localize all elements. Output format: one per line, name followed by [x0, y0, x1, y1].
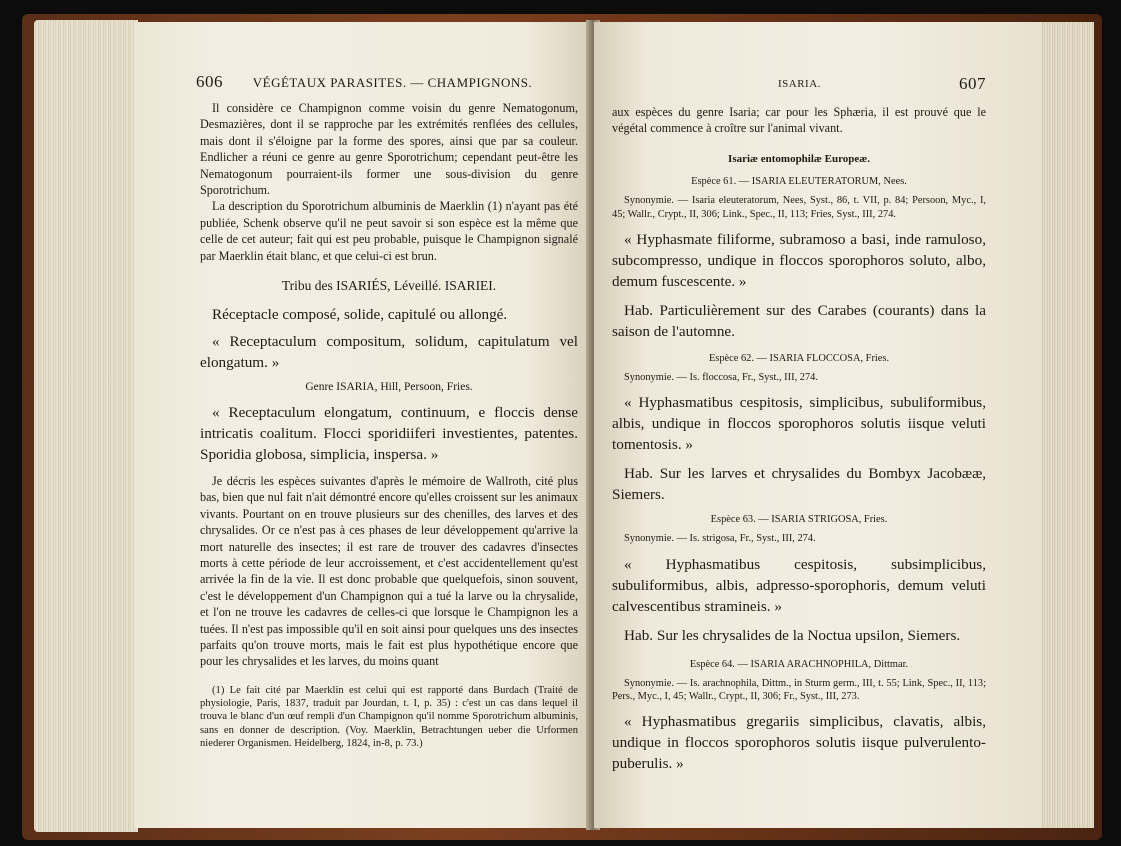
sp62-heading: Espèce 62. — ISARIA FLOCCOSA, Fries.: [708, 352, 890, 364]
sp64-synonymy: Synonymie. — Is. arachnophila, Dittm., in Sturm germ., III, t. 55; Link, Spec., II, 113; Pers., Myc., I, 45; Wallr., Crypt., II, 306; Fr., Syst., III, 273.: [612, 677, 986, 703]
page-edges-left: [34, 20, 138, 832]
genus-desc-la: « Receptaculum elongatum, continuum, e floccis dense intricatis coalitum. Flocci sporidiiferi investientes, patentes. Sporidia globosa, simplicia, inspersa. »: [200, 403, 578, 463]
left-page: [134, 22, 592, 828]
right-para-1: aux espèces du genre Isaria; car pour les Sphæria, il est prouvé que le végétal commence à croître sur l'animal vivant.: [612, 105, 986, 136]
right-page-number: 607: [959, 74, 986, 93]
sp63-habitat: Hab. Sur les chrysalides de la Noctua upsilon, Siemers.: [624, 626, 961, 644]
left-footnote: [200, 684, 578, 750]
sp63-heading: Espèce 63. — ISARIA STRIGOSA, Fries.: [710, 514, 888, 526]
sp61-description: « Hyphasmate filiforme, subramoso a basi, inde ramuloso, subcompresso, undique in floccos sporophoros soluto, albo, demum fuscescente. »: [612, 230, 986, 290]
sp64-heading: Espèce 64. — ISARIA ARACHNOPHILA, Dittmar.: [689, 658, 909, 670]
sp62-description: « Hyphasmatibus cespitosis, simplicibus, subuliformibus, albis, undique in floccos sporophoros solutis iisque veluti tomentosis. »: [612, 394, 986, 454]
sp64-description: « Hyphasmatibus gregariis simplicibus, clavatis, albis, undique in floccos sporophoros solutis iisque pulverulento-puberulis. »: [612, 713, 986, 773]
right-text-block: [612, 104, 986, 774]
page-edges-right: [1038, 22, 1094, 828]
sp61-heading: Espèce 61. — ISARIA ELEUTERATORUM, Nees.: [691, 176, 907, 188]
sp63-synonymy: Synonymie. — Is. strigosa, Fr., Syst., III, 274.: [624, 533, 816, 545]
sp62-habitat: Hab. Sur les larves et chrysalides du Bombyx Jacobææ, Siemers.: [612, 465, 986, 504]
genus-heading: Genre ISARIA, Hill, Persoon, Fries.: [305, 381, 473, 394]
right-page: [594, 22, 1042, 828]
left-para-3: Je décris les espèces suivantes d'après le mémoire de Wallroth, cité plus bas, bien que nul fait n'ait démontré encore qu'elles croissent sur les animaux vivants. Pourtant on en trouve plusieurs sur des chenilles, des larves et des chrysalides. Or ce n'est pas à ces phases de leur développement qu'arrive la mort naturelle des insectes; il est rare de trouver des cadavres d'insectes morts à cette période de leur accroissement, et c'est accidentellement qu'est arrivée la fin de la vie. Il est donc probable que quelquefois, sinon souvent, c'est le développement d'un Champignon qui a tué la larve ou la chrysalide, et l'on ne trouve les cadavres de celles-ci que lorsque le Champignon les a tuées. Il n'est pas impossible qu'il en soit ainsi pour quelques uns des insectes parfaits qu'on trouve morts, mais le fait est plus hypothétique encore que pour les chrysalides et les larves, du moins quant: [200, 473, 578, 669]
tribe-desc-la: « Receptaculum compositum, solidum, capitulatum vel elongatum. »: [200, 333, 578, 372]
left-header: [196, 72, 532, 92]
sp63-description: « Hyphasmatibus cespitosis, subsimplicibus, subuliformibus, albis, adpresso-sporophoris, demum veluti calvescentibus stramineis. »: [612, 555, 986, 615]
sp61-habitat: Hab. Particulièrement sur des Carabes (courants) dans la saison de l'automne.: [612, 301, 986, 340]
tribe-heading: Tribu des ISARIÉS, Léveillé. ISARIEI.: [281, 278, 497, 294]
left-page-number: 606: [196, 72, 223, 91]
left-text-block: [200, 100, 578, 670]
left-para-1: Il considère ce Champignon comme voisin du genre Nematogonum, Desmazières, dont il se rapproche par les extrémités renflées des cellules, mais dont il s'éloigne par la forme des spores, ainsi que par sa couleur. Endlicher a réuni ce genre au genre Sporotrichum; cependant peut-être les Nematogonum pourraient-ils former une sous-division du genre Sporotrichum.: [200, 101, 578, 198]
footnote-text: (1) Le fait cité par Maerklin est celui qui est rapporté dans Burdach (Traité de physiologie, Paris, 1837, traduit par Jourdan, t. I, p. 35) : c'est un cas dans lequel il trouva le blanc d'un œuf rempli d'un Champignon qu'il nomme Sporotrichum albuminis, sans en donner de description. (Voy. Maerklin, Betrachtungen ueber die Urformen niederer Organismen. Heidelberg, 1824, in-8, p. 73.): [200, 685, 578, 749]
tribe-desc-fr: Réceptacle composé, solide, capitulé ou allongé.: [212, 306, 508, 324]
left-running-head: VÉGÉTAUX PARASITES. — CHAMPIGNONS.: [252, 75, 533, 90]
section-heading: Isariæ entomophilæ Europeæ.: [728, 152, 870, 165]
sp62-synonymy: Synonymie. — Is. floccosa, Fr., Syst., III, 274.: [624, 372, 818, 384]
right-running-head: ISARIA.: [778, 78, 821, 90]
sp61-synonymy: Synonymie. — Isaria eleuteratorum, Nees, Syst., 86, t. VII, p. 84; Persoon, Myc., I, 45; Wallr., Crypt., II, 306; Link., Spec., II, 113; Fries, Syst., III, 274.: [612, 195, 986, 220]
left-para-2: La description du Sporotrichum albuminis de Maerklin (1) n'ayant pas été publiée, Schenk observe qu'il ne peut savoir si son espèce est la même que celle de cet auteur; fait qui est peu probable, puisque le Champignon signalé par Maerklin était blanc, et que celui-ci est brun.: [200, 199, 578, 263]
